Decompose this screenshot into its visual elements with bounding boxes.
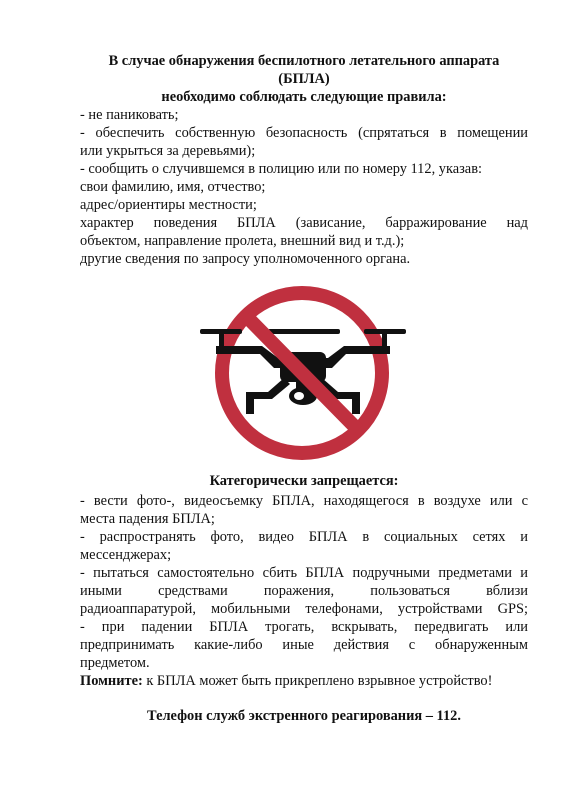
rules-list bbox=[80, 106, 528, 268]
header-line-3: необходимо соблюдать следующие правила: bbox=[161, 89, 447, 105]
rule-line: объектом, направление пролета, внешний вид и т.д.); bbox=[80, 233, 405, 249]
prohibited-line: - при падении БПЛА трогать, вскрывать, передвигать или bbox=[80, 619, 528, 635]
sign-area bbox=[80, 272, 528, 472]
document-page bbox=[80, 52, 528, 739]
prohibited-line: - пытаться самостоятельно сбить БПЛА подручными предметами и bbox=[80, 565, 528, 581]
remember-label: Помните: bbox=[80, 673, 143, 689]
header-line-2: (БПЛА) bbox=[278, 71, 330, 87]
emergency-phone: Телефон служб экстренного реагирования – 112. bbox=[147, 708, 461, 724]
prohibited-line: - вести фото-, видеосъемку БПЛА, находящегося в воздухе или с bbox=[80, 493, 528, 509]
rule-line: другие сведения по запросу уполномоченного органа. bbox=[80, 251, 411, 267]
remember-note bbox=[80, 672, 528, 690]
prohibited-line: радиоаппаратурой, мобильными телефонами, устройствами GPS; bbox=[80, 601, 528, 617]
prohibited-line: - распространять фото, видео БПЛА в социальных сетях и bbox=[80, 529, 528, 545]
prohibited-line: предпринимать какие-либо иные действия с обнаруженным bbox=[80, 637, 528, 653]
prohibited-line: места падения БПЛА; bbox=[80, 511, 215, 527]
rule-line: - сообщить о случившемся в полицию или по номеру 112, указав: bbox=[80, 161, 482, 177]
rule-line: или укрыться за деревьями); bbox=[80, 143, 256, 159]
prohibited-line: предметом. bbox=[80, 655, 150, 671]
rule-line: свои фамилию, имя, отчество; bbox=[80, 179, 266, 195]
prohibited-list bbox=[80, 492, 528, 672]
rule-line: - обеспечить собственную безопасность (спрятаться в помещении bbox=[80, 125, 528, 141]
prohibited-line: мессенджерах; bbox=[80, 547, 172, 563]
remember-text: к БПЛА может быть прикреплено взрывное устройство! bbox=[142, 673, 493, 689]
prohibited-line: иными средствами поражения, пользоваться вблизи bbox=[80, 583, 528, 599]
header-line-1: В случае обнаружения беспилотного летательного аппарата bbox=[108, 53, 500, 69]
rule-line: характер поведения БПЛА (зависание, барражирование над bbox=[80, 215, 528, 231]
no-drones-sign-icon bbox=[194, 280, 410, 466]
prohibited-title: Категорически запрещается: bbox=[209, 473, 399, 489]
rule-line: - не паниковать; bbox=[80, 107, 179, 123]
rule-line: адрес/ориентиры местности; bbox=[80, 197, 257, 213]
